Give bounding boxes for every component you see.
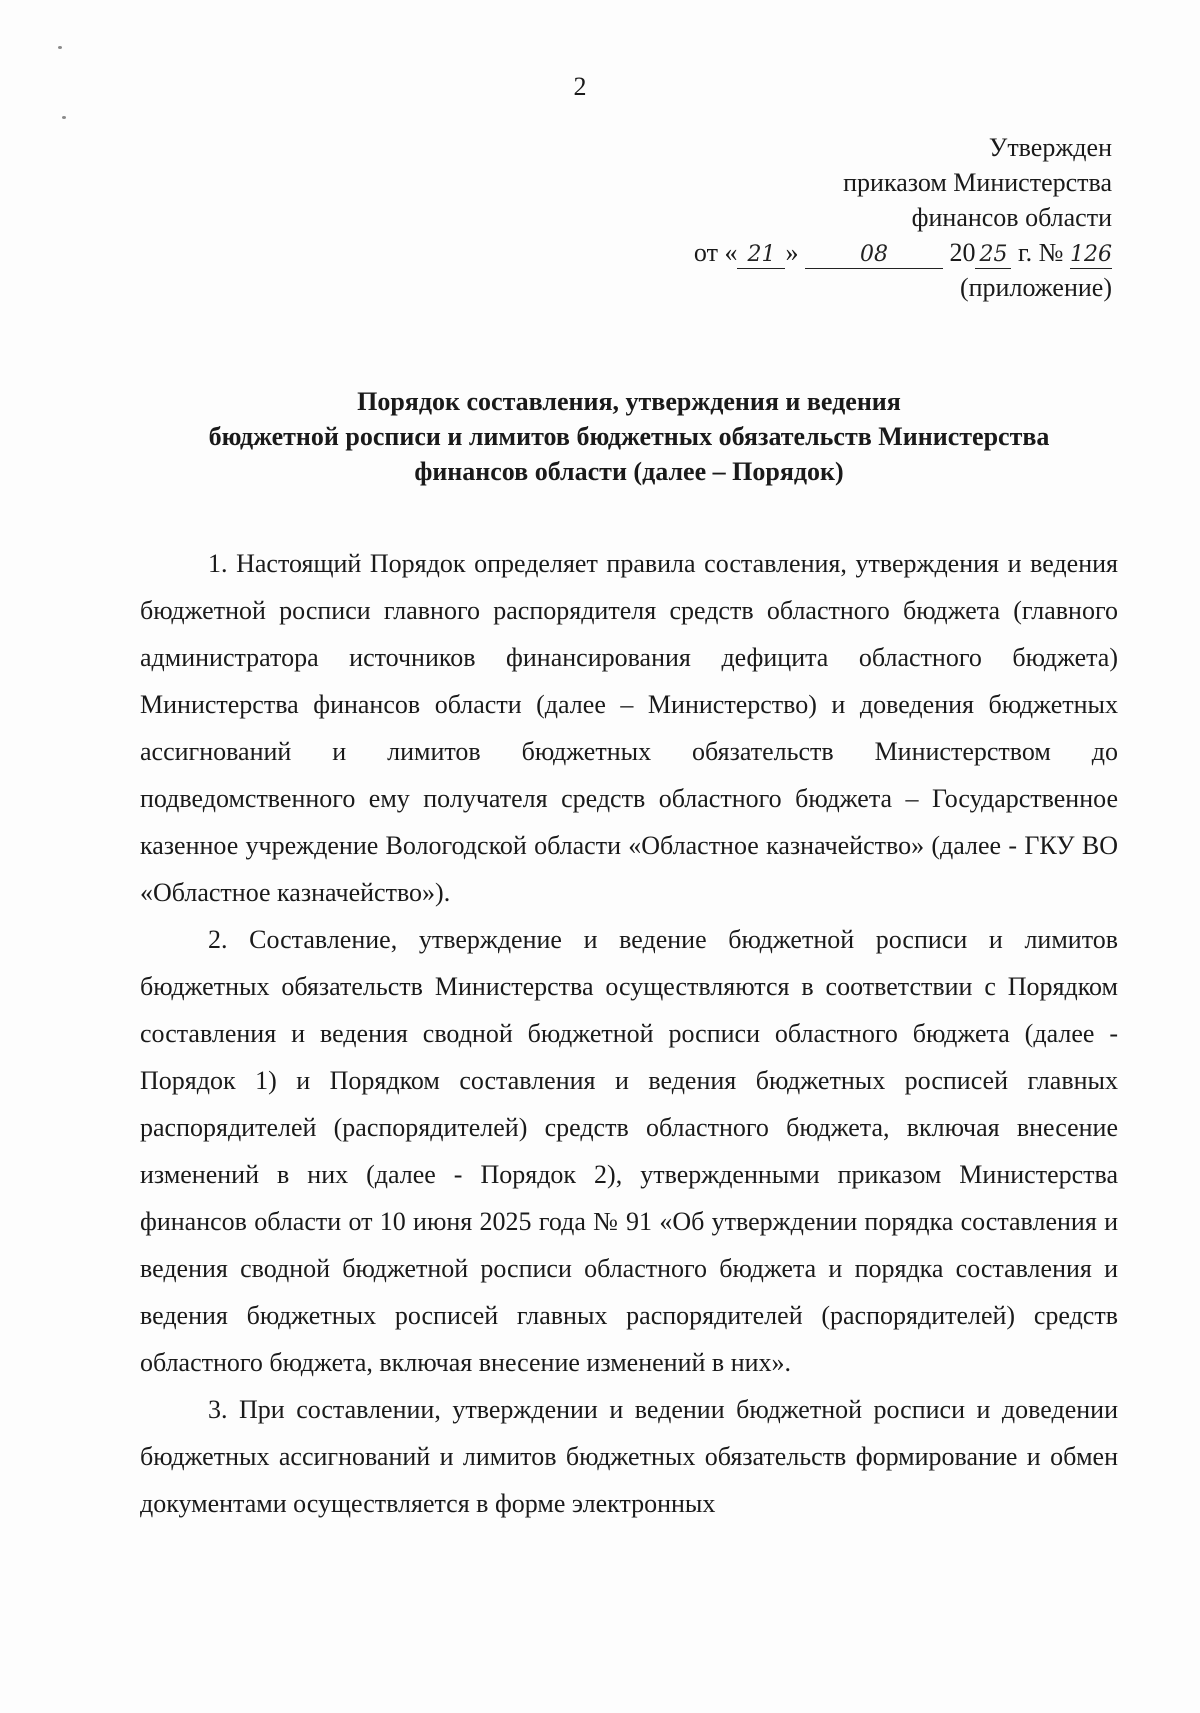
approval-date-line (694, 235, 1112, 270)
paragraph-2: 2. Составление, утверждение и ведение бюджетной росписи и лимитов бюджетных обязательств Министерства осуществляются в соответствии с Порядком составления и ведения сводной бюджетной росписи областного бюджета (далее - Порядок 1) и Порядком составления и ведения бюджетных росписей главных распорядителей (распорядителей) средств областного бюджета, включая внесение изменений в них (далее - Порядок 2), утвержденными приказом Министерства финансов области от 10 июня 2025 года № 91 «Об утверждении порядка составления и ведения сводной бюджетной росписи областного бюджета и порядка составления и ведения бюджетных росписей главных распорядителей (распорядителей) средств областного бюджета, включая внесение изменений в них». (140, 925, 1118, 1377)
paragraph-1: 1. Настоящий Порядок определяет правила составления, утверждения и ведения бюджетной росписи главного распорядителя средств областного бюджета (главного администратора источников финансирования дефицита областного бюджета) Министерства финансов области (далее – Министерство) и доведения бюджетных ассигнований и лимитов бюджетных обязательств Министерством до подведомственного ему получателя средств областного бюджета – Государственное казенное учреждение Вологодской области «Областное казначейство» (далее - ГКУ ВО «Областное казначейство»). (140, 549, 1118, 907)
document-body (140, 540, 1118, 1527)
title-line-1: Порядок составления, утверждения и ведения (357, 387, 901, 416)
title-line-3: финансов области (далее – Порядок) (414, 457, 844, 486)
page-number: 2 (573, 72, 587, 101)
date-year-field: 25 (975, 242, 1011, 269)
date-day-field: 21 (737, 242, 785, 269)
approval-line-order: приказом Министерства (843, 168, 1112, 197)
approval-line-ministry: финансов области (911, 203, 1112, 232)
order-number-field: 126 (1070, 242, 1112, 267)
title-line-2: бюджетной росписи и лимитов бюджетных обязательств Министерства (208, 422, 1050, 451)
scan-artifact-dot (58, 46, 62, 49)
approval-line-appendix: (приложение) (959, 273, 1112, 302)
approval-line-approved: Утвержден (988, 133, 1112, 162)
approval-block (694, 130, 1112, 305)
document-title (140, 384, 1118, 489)
scan-artifact-dot (62, 116, 66, 119)
paragraph-3: 3. При составлении, утверждении и ведении бюджетной росписи и доведении бюджетных ассигнований и лимитов бюджетных обязательств формирование и обмен документами осуществляется в форме электронных (140, 1395, 1118, 1518)
date-year-prefix: 20 (949, 238, 976, 267)
date-prefix: от « (693, 238, 738, 267)
date-year-suffix: г. № (1011, 238, 1064, 267)
date-day-suffix: » (785, 238, 799, 267)
date-month-field: 08 (805, 242, 943, 269)
